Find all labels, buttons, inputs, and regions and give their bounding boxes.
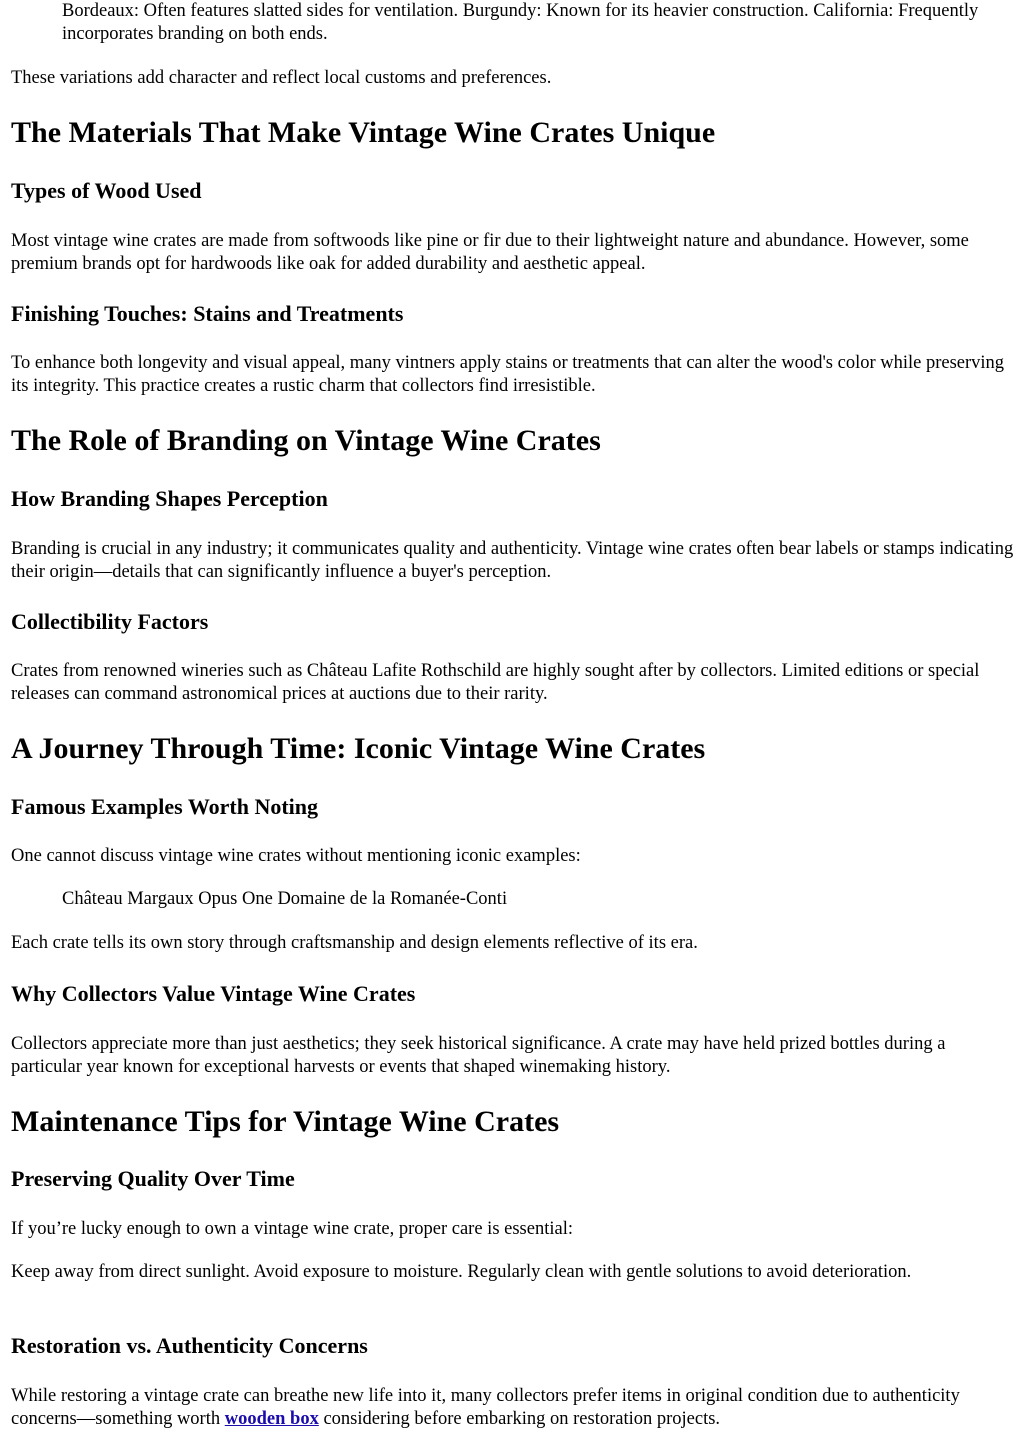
journey-heading: A Journey Through Time: Iconic Vintage Wine Crates	[11, 732, 706, 765]
famous-examples-heading: Famous Examples Worth Noting	[11, 794, 319, 819]
restoration-paragraph	[11, 1385, 1016, 1431]
collectors-value-paragraph: Collectors appreciate more than just aesthetics; they seek historical significance. A crate may have held prized bottles during a particular year known for exceptional harvests or events that shaped winemaking history.	[11, 1034, 946, 1077]
branding-perception-paragraph: Branding is crucial in any industry; it communicates quality and authenticity. Vintage wine crates often bear labels or stamps indicating their origin—details that can significantly influence a buyer's perception.	[11, 539, 1014, 582]
regional-styles-list: Bordeaux: Often features slatted sides for ventilation. Burgundy: Known for its heavier construction. California: Frequently incorporates branding on both ends.	[62, 1, 979, 44]
maintenance-tips-list: Keep away from direct sunlight. Avoid exposure to moisture. Regularly clean with gentle solutions to avoid deterioration.	[11, 1262, 912, 1282]
collectibility-paragraph: Crates from renowned wineries such as Château Lafite Rothschild are highly sought after by collectors. Limited editions or special releases can command astronomical prices at auctions due to their rarity.	[11, 661, 980, 704]
wooden-box-link[interactable]: wooden box	[224, 1409, 319, 1429]
regional-summary: These variations add character and reflect local customs and preferences.	[11, 68, 552, 88]
famous-examples-outro: Each crate tells its own story through craftsmanship and design elements reflective of its era.	[11, 933, 698, 953]
restoration-text-after: considering before embarking on restoration projects.	[318, 1409, 721, 1429]
wood-types-heading: Types of Wood Used	[11, 178, 202, 203]
famous-examples-intro: One cannot discuss vintage wine crates without mentioning iconic examples:	[11, 846, 581, 866]
restoration-heading: Restoration vs. Authenticity Concerns	[11, 1333, 368, 1358]
collectibility-heading: Collectibility Factors	[11, 609, 209, 634]
preserving-quality-heading: Preserving Quality Over Time	[11, 1166, 295, 1191]
materials-heading: The Materials That Make Vintage Wine Crates Unique	[11, 116, 716, 149]
maintenance-heading: Maintenance Tips for Vintage Wine Crates	[11, 1105, 560, 1138]
branding-perception-heading: How Branding Shapes Perception	[11, 486, 328, 511]
collectors-value-heading: Why Collectors Value Vintage Wine Crates	[11, 981, 416, 1006]
finishing-heading: Finishing Touches: Stains and Treatments	[11, 301, 404, 326]
wood-types-paragraph: Most vintage wine crates are made from softwoods like pine or fir due to their lightweight nature and abundance. However, some premium brands opt for hardwoods like oak for added durability and aesthetic appeal.	[11, 231, 969, 274]
preserving-quality-intro: If you’re lucky enough to own a vintage wine crate, proper care is essential:	[11, 1219, 573, 1239]
restoration-text-before: While restoring a vintage crate can breathe new life into it, many collectors prefer items in original condition due to authenticity concerns—something worth	[11, 1386, 960, 1429]
famous-examples-list: Château Margaux Opus One Domaine de la Romanée-Conti	[62, 889, 508, 909]
branding-heading: The Role of Branding on Vintage Wine Crates	[11, 424, 601, 457]
finishing-paragraph: To enhance both longevity and visual appeal, many vintners apply stains or treatments that can alter the wood's color while preserving its integrity. This practice creates a rustic charm that collectors find irresistible.	[11, 353, 1005, 396]
